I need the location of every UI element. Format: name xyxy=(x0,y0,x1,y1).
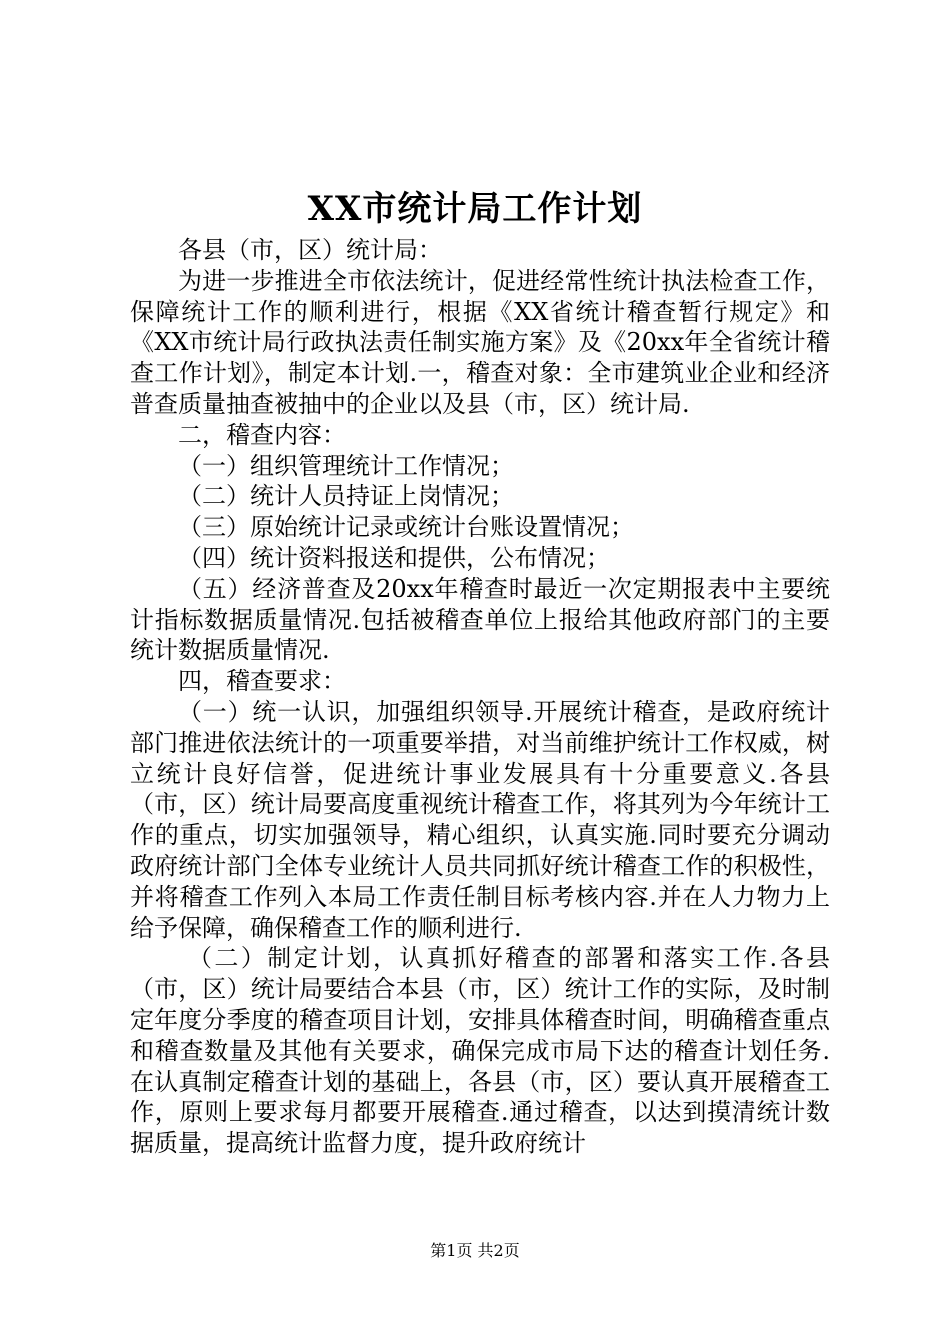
content-item-5: （五）经济普查及20xx年稽查时最近一次定期报表中主要统计指标数据质量情况.包括被稽查单位上报给其他政府部门的主要统计数据质量情况. xyxy=(130,574,830,665)
section-heading-content: 二，稽查内容： xyxy=(178,420,346,449)
page-footer: 第1页 共2页 xyxy=(430,1241,520,1260)
salutation-paragraph: 各县（市，区）统计局： xyxy=(178,236,442,264)
requirement-paragraph-1: （一）统一认识，加强组织领导.开展统计稽查，是政府统计部门推进依法统计的一项重要举措，对当前维护统计工作权威，树立统计良好信誉，促进统计事业发展具有十分重要意义.各县（市，区）统计局要高度重视统计稽查工作，将其列为今年统计工作的重点，切实加强领导，精心组织，认真实施.同时要充分调动政府统计部门全体专业统计人员共同抓好统计稽查工作的积极性，并将稽查工作列入本局工作责任制目标考核内容.并在人力物力上给予保障，确保稽查工作的顺利进行. xyxy=(130,697,830,942)
document-body xyxy=(130,235,830,1159)
section-heading-requirements: 四，稽查要求： xyxy=(178,667,346,696)
requirement-paragraph-2: （二）制定计划，认真抓好稽查的部署和落实工作.各县（市，区）统计局要结合本县（市，区）统计工作的实际，及时制定年度分季度的稽查项目计划，安排具体稽查时间，明确稽查重点和稽查数量及其他有关要求，确保完成市局下达的稽查计划任务.在认真制定稽查计划的基础上，各县（市，区）要认真开展稽查工作，原则上要求每月都要开展稽查.通过稽查，以达到摸清统计数据质量，提高统计监督力度，提升政府统计 xyxy=(130,944,830,1158)
content-item-4: （四）统计资料报送和提供，公布情况； xyxy=(178,543,610,572)
content-item-2: （二）统计人员持证上岗情况； xyxy=(178,482,514,511)
content-item-1: （一）组织管理统计工作情况； xyxy=(178,451,514,480)
intro-paragraph: 为进一步推进全市依法统计，促进经常性统计执法检查工作，保障统计工作的顺利进行，根据《XX省统计稽查暂行规定》和《XX市统计局行政执法责任制实施方案》及《20xx年全省统计稽查工作计划》，制定本计划.一，稽查对象：全市建筑业企业和经济普查质量抽查被抽中的企业以及县（市，区）统计局. xyxy=(130,266,830,418)
content-item-3: （三）原始统计记录或统计台账设置情况； xyxy=(178,513,634,542)
document-title: XX市统计局工作计划 xyxy=(307,189,643,229)
